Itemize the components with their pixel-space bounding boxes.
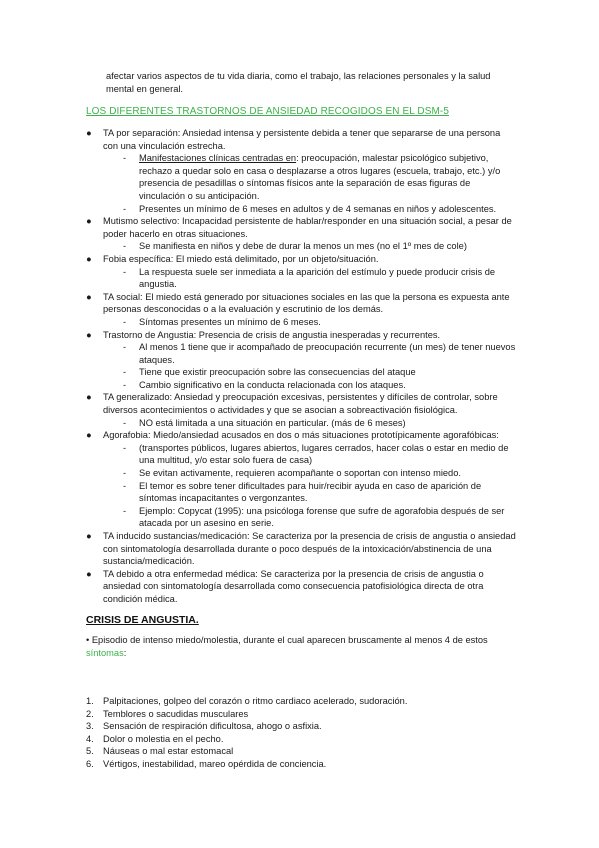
sub-list xyxy=(103,152,516,215)
symptom-number: 5. xyxy=(86,746,94,757)
bullet-icon: ● xyxy=(86,430,92,441)
sub-list xyxy=(103,266,516,291)
sub-list-item xyxy=(103,240,516,253)
sub-list-item xyxy=(103,152,516,202)
bullet-icon: ● xyxy=(86,291,92,302)
bullet-icon: ● xyxy=(86,568,92,579)
dash-icon: - xyxy=(123,266,127,277)
list-item xyxy=(86,291,516,329)
bullet-icon: ● xyxy=(86,531,92,541)
symptom-item xyxy=(86,733,516,746)
symptom-text: Palpitaciones, golpeo del corazón o ritmo cardiaco acelerado, sudoración. xyxy=(103,696,408,706)
symptom-text: Náuseas o mal estar estomacal xyxy=(103,746,234,757)
section-title: CRISIS DE ANGUSTIA. xyxy=(86,614,199,626)
sub-item-text: Se evitan activamente, requieren acompañante o soportan con intenso miedo. xyxy=(139,468,461,479)
sub-list-item xyxy=(103,266,516,291)
list-item-text: Mutismo selectivo: Incapacidad persistente de hablar/responder en una situación social, a pesar de poder hacerlo en otras situaciones. xyxy=(103,216,512,239)
sub-item-text: NO está limitada a una situación en particular. (más de 6 meses) xyxy=(139,417,406,428)
list-item xyxy=(86,391,516,429)
symptoms-list xyxy=(86,695,516,771)
list-item-text: Agorafobia: Miedo/ansiedad acusados en dos o más situaciones prototípicamente agorafóbicas: xyxy=(103,430,499,441)
dash-icon: - xyxy=(123,342,127,353)
sub-item-text: Cambio significativo en la conducta relacionada con los ataques. xyxy=(139,379,406,390)
dash-icon: - xyxy=(123,505,127,516)
list-item xyxy=(86,215,516,253)
sub-item-text: La respuesta suele ser inmediata a la aparición del estímulo y puede producir crisis de angustia. xyxy=(139,266,496,290)
crisis-paragraph-end: : xyxy=(123,647,127,658)
dash-icon: - xyxy=(123,316,127,327)
crisis-paragraph xyxy=(86,634,516,659)
symptom-item xyxy=(86,745,516,758)
sub-item-text: El temor es sobre tener dificultades para huir/recibir ayuda en caso de aparición de síntomas incapacitantes o vergonzantes. xyxy=(139,480,482,504)
sub-list-item xyxy=(103,442,516,467)
sub-list-item xyxy=(103,316,516,329)
list-item-text: TA social: El miedo está generado por situaciones sociales en las que la persona es expuesta ante personas desconocidas o a la evaluación y escrutinio de los demás. xyxy=(103,291,510,315)
dash-icon: - xyxy=(123,367,127,378)
intro-paragraph: afectar varios aspectos de tu vida diaria, como el trabajo, las relaciones personales y la salud mental en general. xyxy=(106,71,491,94)
disorders-list xyxy=(86,127,516,606)
symptom-number: 2. xyxy=(86,708,94,719)
dsm5-heading: LOS DIFERENTES TRASTORNOS DE ANSIEDAD RECOGIDOS EN EL DSM-5 xyxy=(86,106,450,117)
sub-list-item xyxy=(103,341,516,366)
list-item-text: Fobia específica: El miedo está delimitado, por un objeto/situación. xyxy=(103,253,379,264)
list-item-text: TA debido a otra enfermedad médica: Se caracteriza por la presencia de crisis de angustia o ansiedad con sintomatología desarrollada como consecuencia patofisiológica directa de otra condición médica. xyxy=(103,568,484,604)
dash-icon: - xyxy=(123,480,127,491)
symptoms-highlight: síntomas xyxy=(86,647,124,658)
list-item xyxy=(86,329,516,392)
list-item xyxy=(86,429,516,530)
symptom-item xyxy=(86,720,516,733)
list-item xyxy=(86,530,516,568)
symptom-number: 6. xyxy=(86,758,94,769)
dash-icon: - xyxy=(123,153,127,164)
list-item xyxy=(86,253,516,291)
bullet-icon: ● xyxy=(86,253,92,264)
symptom-text: Dolor o molestia en el pecho. xyxy=(103,733,224,744)
sub-list xyxy=(103,240,516,253)
sub-item-text: Al menos 1 tiene que ir acompañado de preocupación recurrente (un mes) de tener nuevos ataques. xyxy=(139,342,516,365)
sub-list xyxy=(103,417,516,430)
sub-list-item xyxy=(103,467,516,480)
symptom-item xyxy=(86,695,516,708)
dash-icon: - xyxy=(123,241,127,252)
symptom-text: Sensación de respiración dificultosa, ahogo o asfixia. xyxy=(103,721,322,732)
sub-list-item xyxy=(103,366,516,379)
list-item-text: Trastorno de Angustia: Presencia de crisis de angustia inesperadas y recurrentes. xyxy=(103,329,441,340)
symptom-number: 1. xyxy=(86,696,94,706)
sub-list xyxy=(103,316,516,329)
sub-item-text: Tiene que existir preocupación sobre las consecuencias del ataque xyxy=(139,367,416,378)
dash-icon: - xyxy=(123,417,127,428)
sub-list-item xyxy=(103,417,516,430)
sub-list-item xyxy=(103,505,516,530)
bullet-icon: ● xyxy=(86,329,92,340)
bullet-icon: ● xyxy=(86,392,92,403)
bullet-icon: ● xyxy=(86,128,92,138)
sub-item-text: : preocupación, malestar psicológico subjetivo, rechazo a quedar solo en casa o desplazarse a otros lugares (escuela, trabajo, etc.) y/o presencia de pesadillas o síntomas físicos ante la separación de esas figuras de vinculación o su anticipación. xyxy=(139,153,501,201)
symptom-text: Vértigos, inestabilidad, mareo opérdida de conciencia. xyxy=(103,758,327,769)
sub-list xyxy=(103,341,516,391)
sub-item-underlined: Manifestaciones clínicas centradas en xyxy=(139,153,297,164)
sub-list xyxy=(103,442,516,530)
symptom-number: 4. xyxy=(86,733,94,744)
crisis-paragraph-text: • Episodio de intenso miedo/molestia, durante el cual aparecen bruscamente al menos 4 de estos xyxy=(86,635,488,645)
sub-item-text: (transportes públicos, lugares abiertos, lugares cerrados, hacer colas o estar en medio de una multitud, y/o estar solo fuera de casa) xyxy=(139,442,509,466)
list-item xyxy=(86,568,516,606)
symptom-text: Temblores o sacudidas musculares xyxy=(103,708,249,719)
list-item xyxy=(86,127,516,215)
symptom-item xyxy=(86,758,516,771)
symptom-item xyxy=(86,708,516,721)
sub-item-text: Se manifiesta en niños y debe de durar la menos un mes (no el 1º mes de cole) xyxy=(139,241,467,252)
sub-item-text: Síntomas presentes un mínimo de 6 meses. xyxy=(139,316,321,327)
sub-list-item xyxy=(103,379,516,392)
dash-icon: - xyxy=(123,442,127,453)
sub-list-item xyxy=(103,480,516,505)
dash-icon: - xyxy=(123,468,127,479)
bullet-icon: ● xyxy=(86,216,92,227)
list-item-text: TA por separación: Ansiedad intensa y persistente debida a tener que separarse de una persona con una vinculación estrecha. xyxy=(103,128,501,151)
list-item-text: TA generalizado: Ansiedad y preocupación excesivas, persistentes y difíciles de controlar, sobre diversos acontecimientos o actividades y que se asocian a sobreactivación fisiológica. xyxy=(103,392,498,416)
sub-item-text: Ejemplo: Copycat (1995): una psicóloga forense que sufre de agorafobia después de ser atacada por un asesino en serie. xyxy=(139,505,505,529)
sub-item-text: Presentes un mínimo de 6 meses en adultos y de 4 semanas en niños y adolescentes. xyxy=(139,203,497,214)
list-item-text: TA inducido sustancias/medicación: Se caracteriza por la presencia de crisis de angustia o ansiedad con sintomatología desarrollada durante o poco después de la intoxicación/abstinencia de una sustancia/medicación. xyxy=(103,531,516,567)
symptom-number: 3. xyxy=(86,721,94,732)
dash-icon: - xyxy=(123,203,127,214)
dash-icon: - xyxy=(123,379,127,390)
sub-list-item xyxy=(103,203,516,216)
